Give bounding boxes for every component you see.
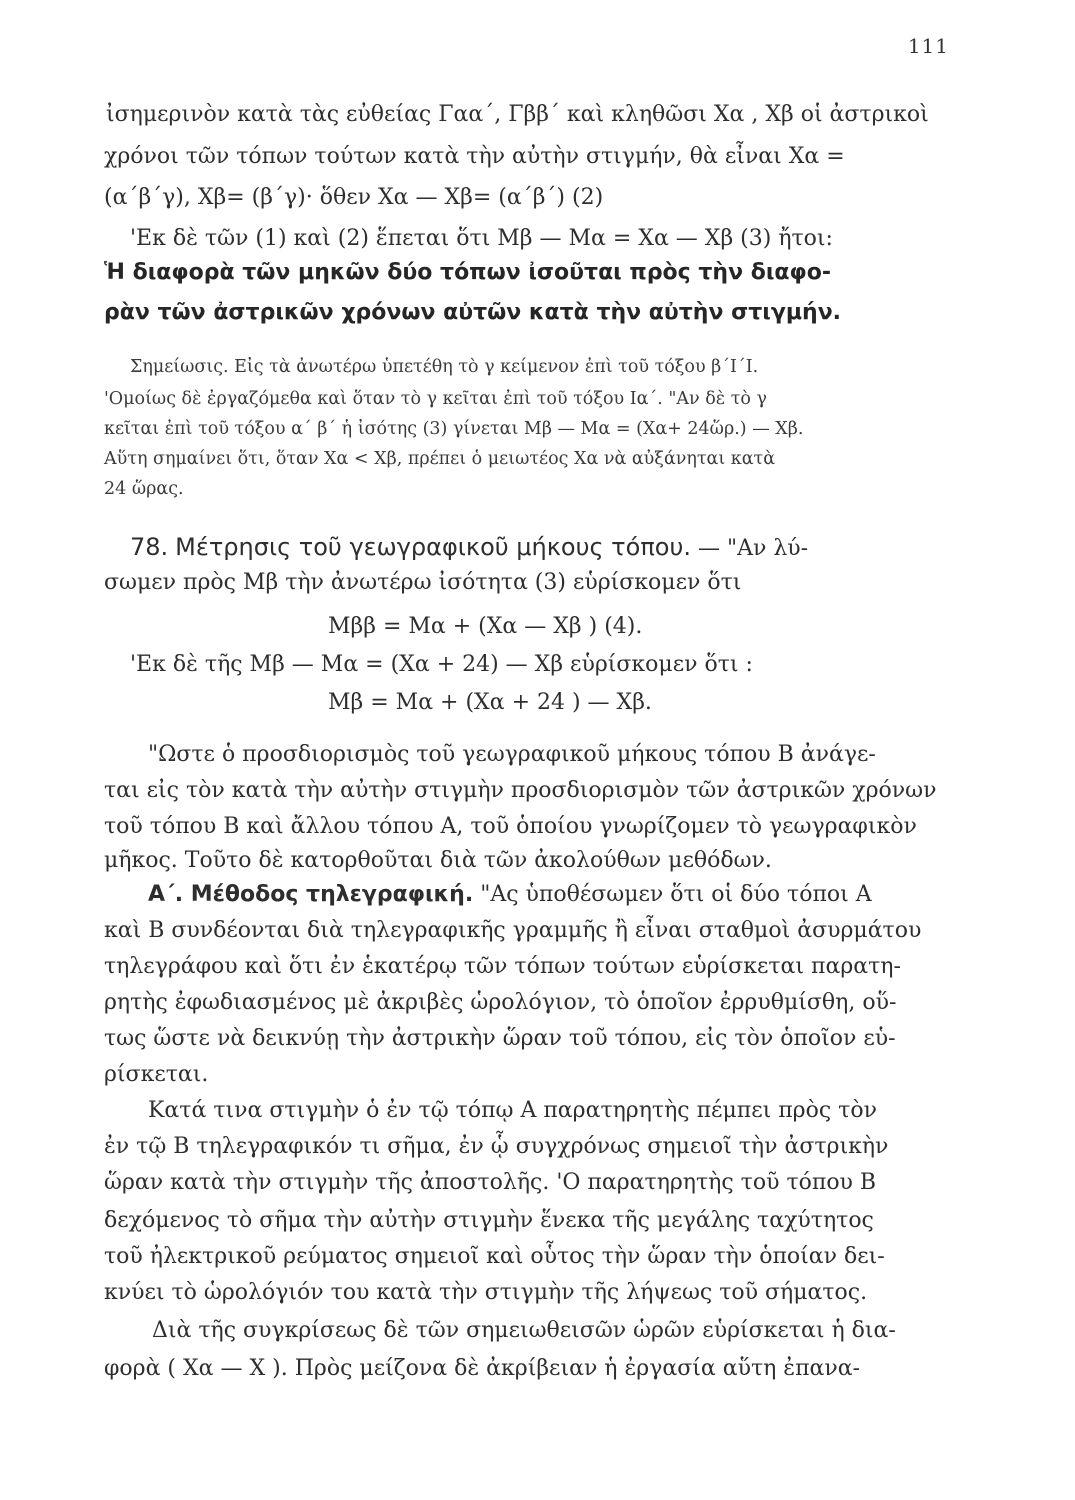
text-line: τως ὥστε νὰ δεικνύῃ τὴν ἀστρικὴν ὥραν τοῦ τόπου, εἰς τὸν ὁποῖον εὑ- [104,1026,896,1051]
section-lead: — "Αν λύ- [697,536,809,561]
text-line: ἐν τῷ B τηλεγραφικόν τι σῆμα, ἐν ᾧ συγχρόνως σημειοῖ τὴν ἀστρικὴν [104,1134,889,1159]
text-line: κνύει τὸ ὡρολόγιόν του κατὰ τὴν στιγμὴν τῆς λήψεως τοῦ σήματος. [104,1280,868,1305]
text-line: τοῦ τόπου B καὶ ἄλλου τόπου A, τοῦ ὁποίου γνωρίζομεν τὸ γεωγραφικὸν [104,814,917,839]
theorem-line: ρὰν τῶν ἀστρικῶν χρόνων αὐτῶν κατὰ τὴν αὐτὴν στιγμήν. [104,300,842,325]
text-line: χρόνοι τῶν τόπων τούτων κατὰ τὴν αὐτὴν στιγμήν, θὰ εἶναι Xα = [104,144,845,169]
method-first-rest: "Ας ὑποθέσωμεν ὅτι οἱ δύο τόποι A [480,882,872,907]
text-line: τοῦ ἠλεκτρικοῦ ρεύματος σημειοῖ καὶ οὗτος τὴν ὥραν τὴν ὁποίαν δει- [104,1244,885,1269]
page-number: 111 [907,34,949,58]
note-line: κεῖται ἐπὶ τοῦ τόξου α΄ β΄ ἡ ἰσότης (3) γίνεται Mβ — Mα = (Xα+ 24ὥρ.) — Xβ. [104,419,804,439]
text-line: (α΄β΄γ), Xβ= (β΄γ)· ὅθεν Xα — Xβ= (α΄β΄) (2) [104,185,604,210]
text-line: ρητὴς ἐφωδιασμένος μὲ ἀκριβὲς ὡρολόγιον, τὸ ὁποῖον ἐρρυθμίσθη, οὕ- [104,990,897,1015]
text-line: ρίσκεται. [104,1062,209,1087]
section-title: Μέτρησις τοῦ γεωγραφικοῦ μήκους τόπου. [175,533,691,561]
method-heading-line [148,880,872,910]
text-line: ὥραν κατὰ τὴν στιγμὴν τῆς ἀποστολῆς. 'Ο παρατηρητὴς τοῦ τόπου B [104,1170,877,1195]
text-line: μῆκος. Τοῦτο δὲ κατορθοῦται διὰ τῶν ἀκολούθων μεθόδων. [104,848,772,873]
text-line: δεχόμενος τὸ σῆμα τὴν αὐτὴν στιγμὴν ἕνεκα τῆς μεγάλης ταχύτητος [104,1208,874,1233]
text-line: φορὰ ( Xα — X ). Πρὸς μείζονα δὲ ἀκρίβειαν ἡ ἐργασία αὕτη ἐπανα- [104,1356,861,1381]
note-line: Σημείωσις. Εἰς τὰ ἀνωτέρω ὑπετέθη τὸ γ κείμενον ἐπὶ τοῦ τόξου β΄Ι΄Ι. [130,357,759,377]
text-line: Κατά τινα στιγμὴν ὁ ἐν τῷ τόπῳ A παρατηρητὴς πέμπει πρὸς τὸν [148,1098,877,1123]
note-line: Αὕτη σημαίνει ὅτι, ὅταν Xα < Xβ, πρέπει ὁ μειωτέος Xα νὰ αὐξάνηται κατὰ [104,449,776,469]
text-line: σωμεν πρὸς Mβ τὴν ἀνωτέρω ἰσότητα (3) εὑρίσκομεν ὅτι [104,570,742,595]
text-line: τηλεγράφου καὶ ὅτι ἐν ἑκατέρῳ τῶν τόπων τούτων εὑρίσκεται παρατη- [104,954,901,979]
formula-5: Mβ = Mα + (Xα + 24 ) — Xβ. [328,690,652,715]
text-line: Διὰ τῆς συγκρίσεως δὲ τῶν σημειωθεισῶν ὡρῶν εὑρίσκεται ἡ δια- [152,1318,896,1343]
method-title: Α΄. Μέθοδος τηλεγραφική. [148,882,474,907]
text-line: 'Εκ δὲ τῆς Mβ — Mα = (Xα + 24) — Xβ εὑρίσκομεν ὅτι : [130,652,753,677]
text-line: ἰσημερινὸν κατὰ τὰς εὐθείας Γαα΄, Γββ΄ καὶ κληθῶσι Xα , Xβ οἱ ἀστρικοὶ [106,102,929,127]
text-line: καὶ B συνδέονται διὰ τηλεγραφικῆς γραμμῆς ἢ εἶναι σταθμοὶ ἀσυρμάτου [104,918,922,943]
text-line: 'Εκ δὲ τῶν (1) καὶ (2) ἕπεται ὅτι Mβ — Mα = Xα — Xβ (3) ἤτοι: [130,226,833,251]
note-line: 'Ομοίως δὲ ἐργαζόμεθα καὶ ὅταν τὸ γ κεῖται ἐπὶ τοῦ τόξου Ια΄. "Αν δὲ τὸ γ [104,389,767,409]
formula-4: Mββ = Mα + (Xα — Xβ ) (4). [328,614,643,639]
section-heading [130,532,808,564]
theorem-line: Ἡ διαφορὰ τῶν μηκῶν δύο τόπων ἰσοῦται πρὸς τὴν διαφο- [104,260,831,285]
text-line: ται εἰς τὸν κατὰ τὴν αὐτὴν στιγμὴν προσδιορισμὸν τῶν ἀστρικῶν χρόνων [104,778,937,803]
note-line: 24 ὥρας. [104,479,184,499]
text-line: "Ωστε ὁ προσδιορισμὸς τοῦ γεωγραφικοῦ μήκους τόπου B ἀνάγε- [148,742,876,767]
section-number: 78. [130,533,169,561]
